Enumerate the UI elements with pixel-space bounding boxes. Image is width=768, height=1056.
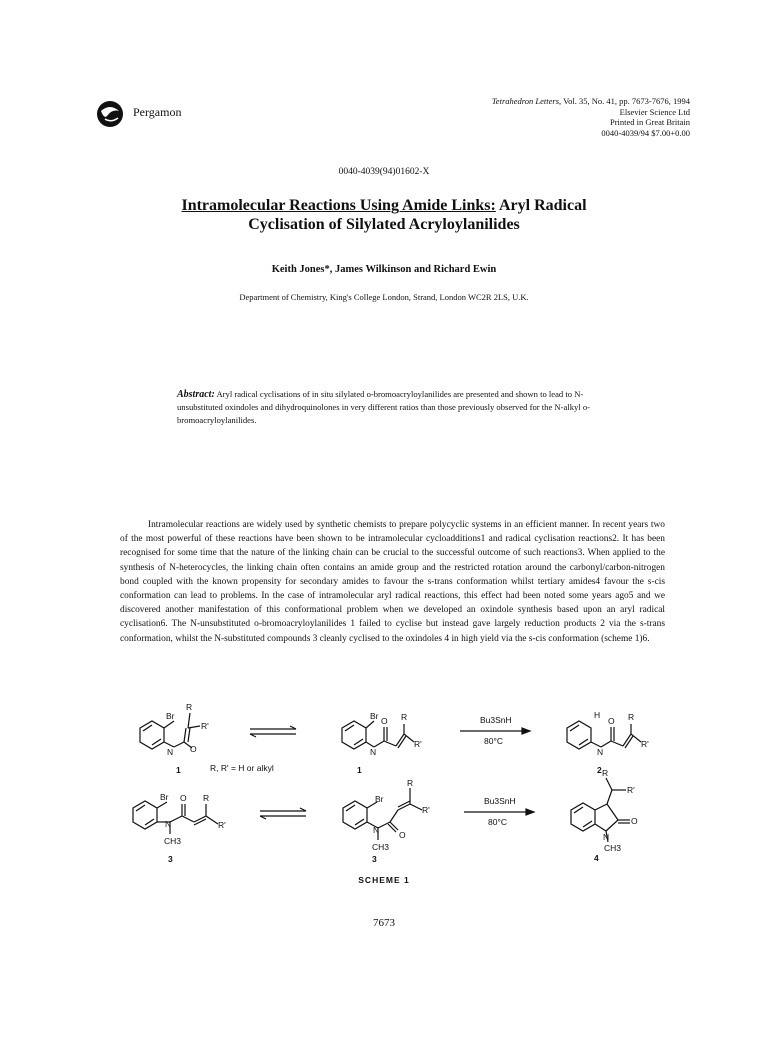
r-label: R [602,768,609,778]
scheme-structures [133,713,641,842]
o-label: O [381,716,388,726]
o-label: O [631,816,638,826]
publisher-logo [95,99,235,129]
title-line2: Cyclisation of Silylated Acryloylanilides [248,216,520,233]
r-prime-label: R' [414,739,422,749]
r-prime-label: R' [641,739,649,749]
n-label: N [597,747,604,757]
compound-number: 3 [168,854,173,864]
n-label: N [165,819,172,829]
h-label: H [594,710,601,720]
compound-number: 2 [597,765,602,775]
pergamon-logo-icon [95,99,127,129]
r-label: R [186,702,193,712]
body-paragraph: Intramolecular reactions are widely used by synthetic chemists to prepare polycyclic systems in an efficient manner. In recent years two of the most powerful of these reactions have been shown to be intramolecular cycloadditions1 and radical cyclisation reactions2. It has been recognised for some time that the nature of the linking chain can be crucial to the successful outcome of such reactions3. When applied to the synthesis of N-heterocycles, the linking chain often contains an amide group and the restricted rotation around the carbonyl/carbon-nitrogen bond coupled with the known propensity for secondary amides to favour the s-trans conformation whilst tertiary amides4 favour the s-cis conformation can lead to problems. In the case of intramolecular aryl radical reactions, this effect had been noted some years ago5 and we discovered another manifestation of this conformational problem when we developed an oxindole synthesis based upon an aryl radical cyclisation6. The N-unsubstituted o-bromoacryloylanilides 1 failed to cyclise but instead gave largely reduction products 2 via the s-trans conformation, whilst the N-substituted compounds 3 cleanly cyclised to the oxindoles 4 in high yield via the s-cis conformation (scheme 1)6. [120,520,665,644]
publisher-name: Pergamon [133,105,182,119]
r-prime-label: R' [201,721,209,731]
scheme-1-figure [0,690,768,890]
compound-1b-structure [342,721,414,749]
condition-label: 80°C [488,817,507,827]
paper-title [60,196,708,234]
compound-4-structure [571,778,630,842]
affiliation: Department of Chemistry, King's College London, Strand, London WC2R 2LS, U.K. [239,292,529,302]
journal-publisher: Elsevier Science Ltd [619,106,690,117]
r-prime-label: R' [422,805,430,815]
body-text [120,518,665,646]
journal-issn: 0040-4039/94 $7.00+0.00 [601,127,690,138]
r-label: R [628,712,635,722]
abstract [177,388,617,427]
reaction-arrow-bottom [464,809,534,815]
n-label: N [373,825,380,835]
journal-volume: , Vol. 35, No. 41, pp. 7673-7676, 1994 [559,96,690,106]
condition-label: 80°C [484,736,503,746]
reaction-arrow-top [460,728,530,734]
doi: 0040-4039(94)01602-X [338,167,430,177]
r-label: R [407,778,414,788]
title-line1-underlined: Intramolecular Reactions Using Amide Links: [181,197,496,214]
ch3-label: CH3 [372,842,390,852]
equilibrium-arrow-bottom [260,808,306,819]
n-label: N [603,832,610,842]
br-label: Br [375,794,384,804]
compound-2-structure [567,721,641,749]
title-line1-rest: Aryl Radical [495,197,587,214]
substituent-note: R, R' = H or alkyl [210,763,274,773]
compound-number: 3 [372,854,377,864]
ch3-label: CH3 [164,836,182,846]
reagent-label: Bu3SnH [480,715,512,725]
compound-number: 1 [357,765,362,775]
o-label: O [608,716,615,726]
journal-citation [390,96,690,138]
o-label: O [190,744,197,754]
equilibrium-arrow-top [250,726,296,737]
r-label: R [203,793,210,803]
r-prime-label: R' [627,785,635,795]
n-label: N [370,747,377,757]
abstract-text: Aryl radical cyclisations of in situ silylated o-bromoacryloylanilides are presented and shown to lead to N-unsubstituted oxindoles and dihydroquinolones in very different ratios than those previously observed for the N-alkyl o-bromoacryloylanilides. [177,389,590,425]
ch3-label: CH3 [604,843,622,853]
br-label: Br [166,711,175,721]
scheme-caption: SCHEME 1 [358,875,410,885]
journal-title: Tetrahedron Letters [491,96,560,106]
compound-number: 4 [594,853,599,863]
br-label: Br [370,711,379,721]
o-label: O [180,793,187,803]
r-prime-label: R' [218,820,226,830]
br-label: Br [160,792,169,802]
compound-number: 1 [176,765,181,775]
reagent-label: Bu3SnH [484,796,516,806]
r-label: R [401,712,408,722]
n-label: N [167,747,174,757]
authors: Keith Jones*, James Wilkinson and Richard Ewin [271,264,497,275]
compound-3a-structure [133,801,218,834]
page-number: 7673 [373,917,395,929]
abstract-label: Abstract: [177,389,215,400]
o-label: O [399,830,406,840]
journal-printed: Printed in Great Britain [609,117,690,127]
